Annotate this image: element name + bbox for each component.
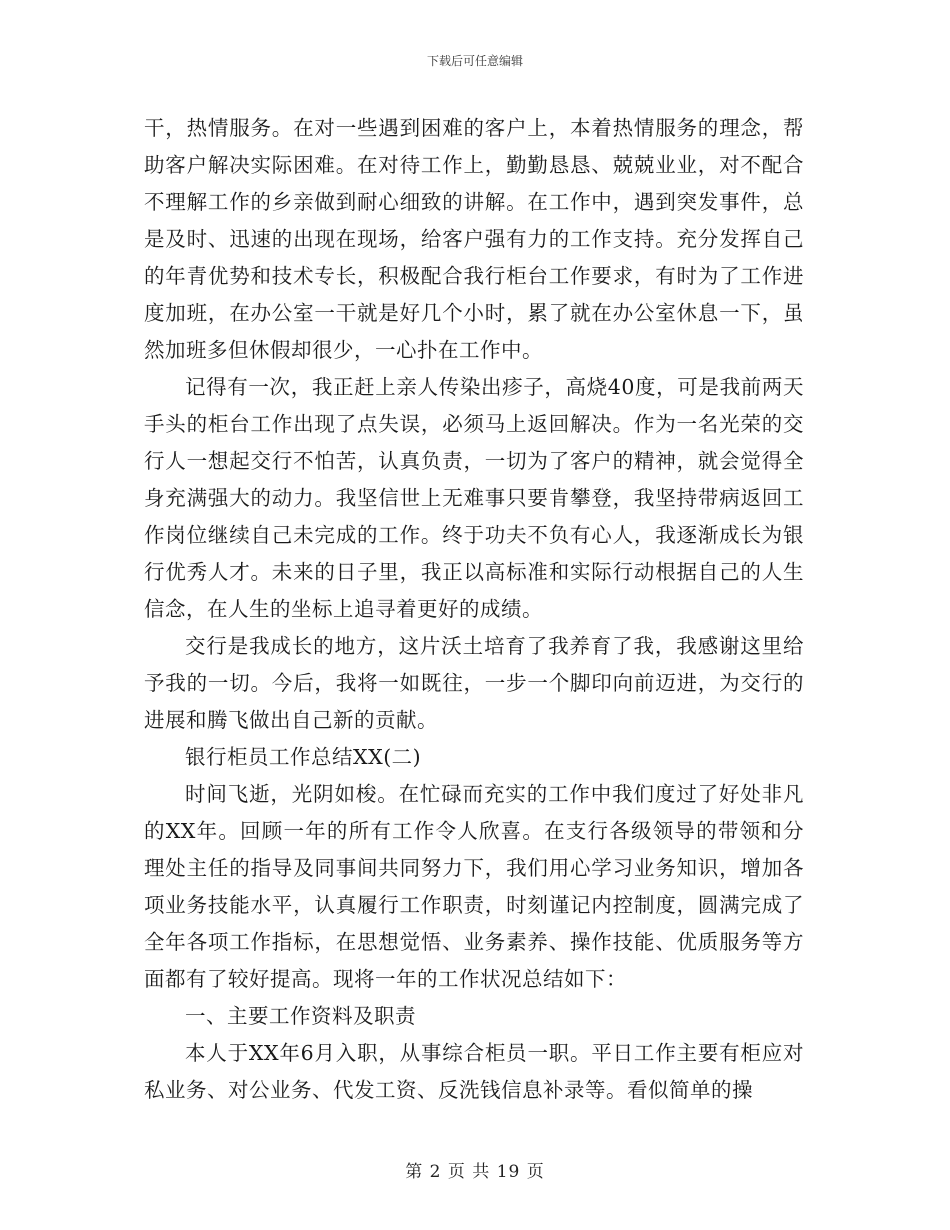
section-heading-2: 银行柜员工作总结XX(二) (185, 745, 422, 769)
page-number-footer: 第 2 页 共 19 页 (405, 1162, 545, 1182)
paragraph-2: 记得有一次，我正赶上亲人传染出疹子，高烧40度，可是我前两天手头的柜台工作出现了点失误，必须马上返回解决。作为一名光荣的交行人一想起交行不怕苦，认真负责，一切为了客户的精神，就会觉得全身充满强大的动力。我坚信世上无难事只要肯攀登，我坚持带病返回工作岗位继续自己未完成的工作。终于功夫不负有心人，我逐渐成长为银行优秀人才。未来的日子里，我正以高标准和实际行动根据自己的人生信念，在人生的坐标上追寻着更好的成绩。 (144, 375, 804, 621)
document-body (144, 110, 804, 1109)
paragraph-1: 干，热情服务。在对一些遇到困难的客户上，本着热情服务的理念，帮助客户解决实际困难。在对待工作上，勤勤恳恳、兢兢业业，对不配合不理解工作的乡亲做到耐心细致的讲解。在工作中，遇到突发事件，总是及时、迅速的出现在现场，给客户强有力的工作支持。充分发挥自己的年青优势和技术专长，积极配合我行柜台工作要求，有时为了工作进度加班，在办公室一干就是好几个小时，累了就在办公室休息一下，虽然加班多但休假却很少，一心扑在工作中。 (144, 116, 804, 362)
paragraph-3: 交行是我成长的地方，这片沃土培育了我养育了我，我感谢这里给予我的一切。今后，我将一如既往，一步一个脚印向前迈进，为交行的进展和腾飞做出自己新的贡献。 (144, 634, 804, 732)
paragraph-5: 本人于XX年6月入职，从事综合柜员一职。平日工作主要有柜应对私业务、对公业务、代发工资、反洗钱信息补录等。看似简单的操 (144, 1041, 804, 1102)
subheading-duties: 一、主要工作资料及职责 (185, 1004, 416, 1028)
page-header-note: 下载后可任意编辑 (426, 54, 523, 68)
paragraph-4: 时间飞逝，光阴如梭。在忙碌而充实的工作中我们度过了好处非凡的XX年。回顾一年的所有工作令人欣喜。在支行各级领导的带领和分理处主任的指导及同事间共同努力下，我们用心学习业务知识，增加各项业务技能水平，认真履行工作职责，时刻谨记内控制度，圆满完成了全年各项工作指标，在思想觉悟、业务素养、操作技能、优质服务等方面都有了较好提高。现将一年的工作状况总结如下： (144, 782, 804, 991)
